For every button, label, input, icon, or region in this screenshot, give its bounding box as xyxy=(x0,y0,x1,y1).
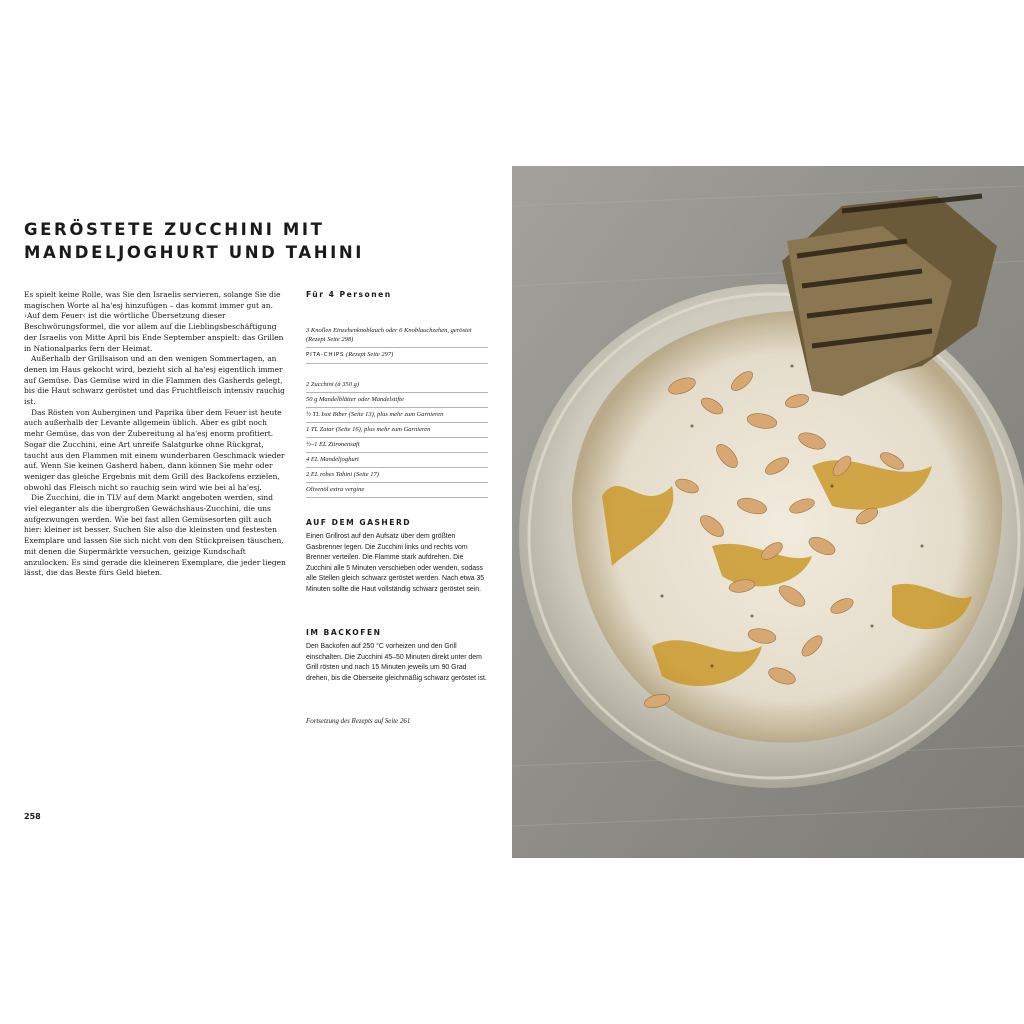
title-line-2: MANDELJOGHURT UND TAHINI xyxy=(24,243,365,262)
intro-paragraph-1: Es spielt keine Rolle, was Sie den Israelis servieren, solange Sie die magischen Worte al ha'esj hinzufügen – das kommt immer gut an. ›Auf dem Feuer‹ ist die wörtliche Übersetzung dieser Beschwörungsformel, die vor allem auf die Lieblingsbeschäftigung der Israelis von Mitte April bis Ende September anspielt: das Grillen in Nationalparks fern der Heimat. xyxy=(24,290,284,353)
ingredient-item: 4 EL Mandeljoghurt xyxy=(306,453,488,468)
oven-text: Den Backofen auf 250 °C vorheizen und den Grill einschalten. Die Zucchini 45–50 Minuten direkt unter dem Grill rösten und nach 15 Minuten jeweils um 90 Grad drehen, bis die Oberseite gleichmäßig schwarz geröstet ist. xyxy=(306,643,487,682)
ingredient-item: 50 g Mandelblätter oder Mandelstifte xyxy=(306,393,488,408)
ingredient-item: 3 Knollen Einzehenknoblauch oder 6 Knoblauchzehen, geröstet (Rezept Seite 298) xyxy=(306,324,488,348)
ingredient-item: 1 TL Zatar (Seite 16), plus mehr zum Garnieren xyxy=(306,423,488,438)
ingredient-item: 2 EL rohes Tahini (Seite 17) xyxy=(306,468,488,483)
intro-text xyxy=(24,290,286,579)
title-line-1: GERÖSTETE ZUCCHINI MIT xyxy=(24,220,325,239)
page-title xyxy=(24,218,494,264)
continuation-note: Fortsetzung des Rezepts auf Seite 261 xyxy=(306,718,411,725)
ingredient-item: 2 Zucchini (à 350 g) xyxy=(306,378,488,393)
intro-paragraph-2: Außerhalb der Grillsaison und an den wenigen Sommertagen, an denen im Haus gekocht wird, bezieht sich al ha'esj eigentlich immer auf Gemüse. Das Gemüse wird in die Flammen des Gasherds gelegt, bis die Haut schwarz geröstet und das Fruchtfleisch intensiv rauchig ist. xyxy=(24,354,285,407)
gas-section xyxy=(306,518,488,596)
intro-paragraph-4: Die Zucchini, die in TLV auf dem Markt angeboten werden, sind viel eleganter als die übergroßen Gewächshaus-Zucchini, die uns aufgezwungen werden. Wie bei fast allen Gemüsesorten gilt auch hier: kleiner ist besser. Suchen Sie also die kleinsten und festesten Exemplare und lassen Sie sich nicht von den Stückpreisen täuschen, mit denen die Supermärkte versuchen, geizige Kundschaft anzulocken. Es sind gerade die kleineren Exemplare, die jeder liegen lässt, die das Beste fürs Geld bieten. xyxy=(24,493,286,578)
intro-paragraph-3: Das Rösten von Auberginen und Paprika über dem Feuer ist heute auch außerhalb der Levante allgemein üblich. Aber es gibt noch mehr Gemüse, das von der Zubereitung al ha'esj enorm profitiert. Sogar die Zucchini, eine Art unreife Salatgurke ohne Rückgrat, taucht aus den Flammen mit einem wunderbaren Geschmack wieder auf. Wenn Sie keinen Gasherd haben, dann können Sie mehr oder weniger das gleiche Ergebnis mit dem Grill des Backofens erzielen, obwohl das Fleisch nicht so rauchig sein wird wie bei al ha'esj. xyxy=(24,407,285,492)
page-number: 258 xyxy=(24,812,41,821)
dish-illustration xyxy=(512,166,1024,858)
ingredient-item: ½ TL Isot Biber (Seite 13), plus mehr zum Garnieren xyxy=(306,408,488,423)
oven-heading: IM BACKOFEN xyxy=(306,628,382,637)
gas-heading: AUF DEM GASHERD xyxy=(306,518,412,527)
gas-text: Einen Grillrost auf den Aufsatz über dem größten Gasbrenner legen. Die Zucchini links und rechts vom Brenner verteilen. Die Flamme stark aufdrehen. Die Zucchini alle 5 Minuten verschieben oder wenden, sodass alle Stellen gleich schwarz geröstet werden. Nach etwa 35 Minuten sollte die Haut vollständig schwarz geröstet sein. xyxy=(306,533,485,593)
pita-ref: (Rezept Seite 297) xyxy=(346,351,394,358)
servings-heading: Für 4 Personen xyxy=(306,290,392,299)
dish-photo xyxy=(512,166,1024,858)
ingredient-item: ½–1 EL Zitronensaft xyxy=(306,438,488,453)
ingredient-item-pita xyxy=(306,348,488,364)
ingredient-item: Olivenöl extra vergine xyxy=(306,483,488,498)
oven-section xyxy=(306,628,488,684)
ingredient-list xyxy=(306,324,488,498)
ingredient-panel xyxy=(306,290,488,498)
pita-label: PITA-CHIPS xyxy=(306,352,345,358)
